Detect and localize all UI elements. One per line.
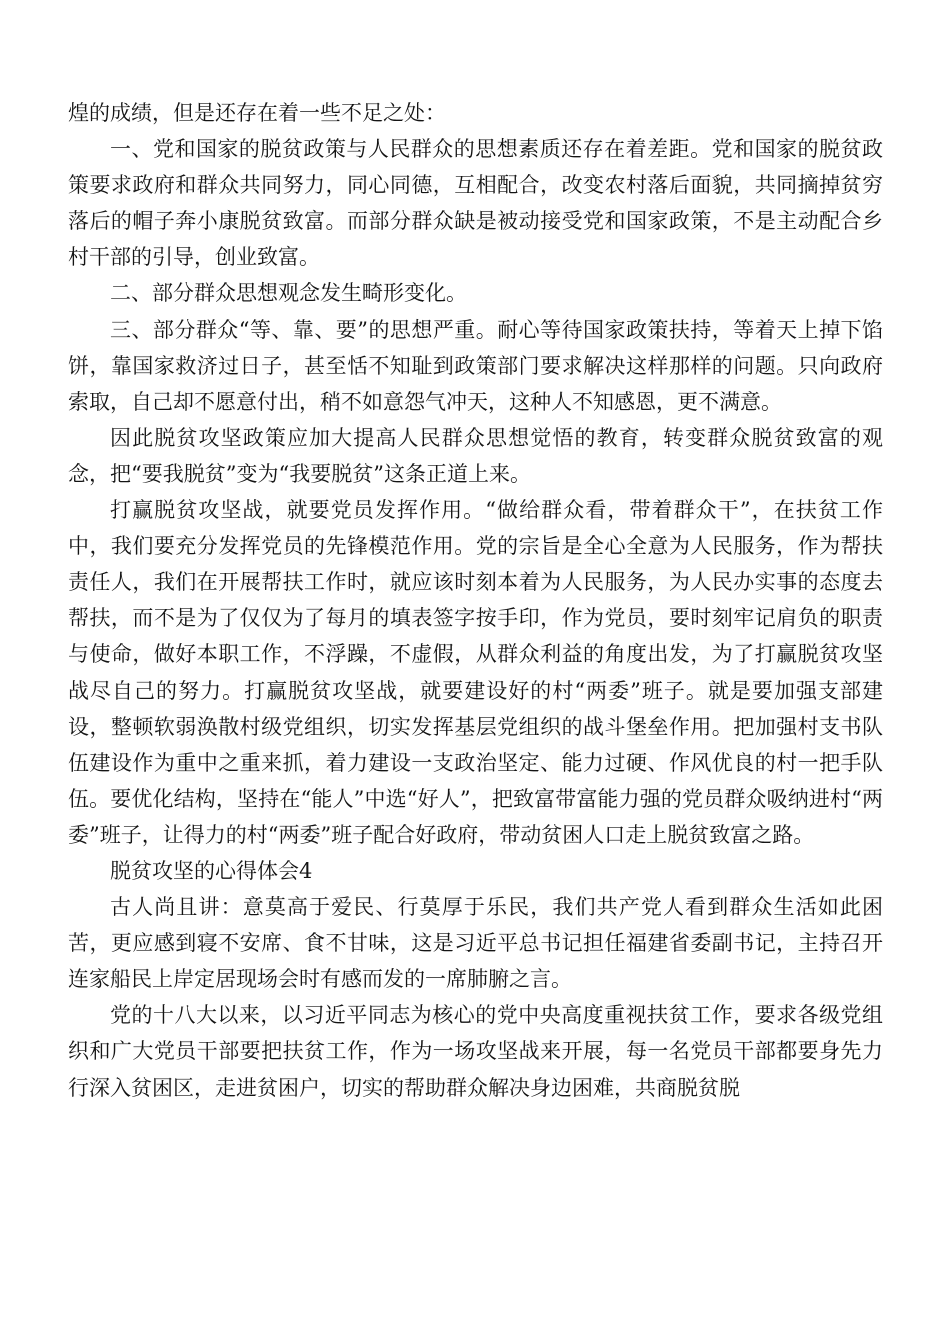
section-heading: 脱贫攻坚的心得体会4 (110, 858, 313, 883)
paragraph-point-two: 二、部分群众思想观念发生畸形变化。 (110, 281, 467, 306)
document-body (68, 95, 883, 1106)
paragraph-continued-text: 煌的成绩，但是还存在着一些不足之处： (68, 101, 446, 125)
paragraph-conclusion: 因此脱贫攻坚政策应加大提高人民群众思想觉悟的教育，转变群众脱贫致富的观念，把“要我脱贫”变为“我要脱贫”这条正道上来。 (68, 425, 883, 486)
paragraph-eighteenth-congress: 党的十八大以来，以习近平同志为核心的党中央高度重视扶贫工作，要求各级党组织和广大党员干部要把扶贫工作，作为一场攻坚战来开展，每一名党员干部都要身先力行深入贫困区，走进贫困户，切实的帮助群众解决身边困难，共商脱贫脱 (68, 1003, 883, 1100)
paragraph-party-members: 打赢脱贫攻坚战，就要党员发挥作用。“做给群众看，带着群众干”，在扶贫工作中，我们要充分发挥党员的先锋模范作用。党的宗旨是全心全意为人民服务，作为帮扶责任人，我们在开展帮扶工作时，就应该时刻本着为人民服务，为人民办实事的态度去帮扶，而不是为了仅仅为了每月的填表签字按手印，作为党员，要时刻牢记肩负的职责与使命，做好本职工作，不浮躁，不虚假，从群众利益的角度出发，为了打赢脱贫攻坚战尽自己的努力。打赢脱贫攻坚战，就要建设好的村“两委”班子。就是要加强支部建设，整顿软弱涣散村级党组织，切实发挥基层党组织的战斗堡垒作用。把加强村支书队伍建设作为重中之重来抓，着力建设一支政治坚定、能力过硬、作风优良的村一把手队伍。要优化结构，坚持在“能人”中选“好人”，把致富带富能力强的党员群众吸纳进村“两委”班子，让得力的村“两委”班子配合好政府，带动贫困人口走上脱贫致富之路。 (68, 498, 883, 847)
paragraph-ancient-quote: 古人尚且讲：意莫高于爱民、行莫厚于乐民，我们共产党人看到群众生活如此困苦，更应感到寝不安席、食不甘味，这是习近平总书记担任福建省委副书记，主持召开连家船民上岸定居现场会时有感而发的一席肺腑之言。 (68, 895, 883, 992)
paragraph-point-three: 三、部分群众“等、靠、要”的思想严重。耐心等待国家政策扶持，等着天上掉下馅饼，靠国家救济过日子，甚至恬不知耻到政策部门要求解决这样那样的问题。只向政府索取，自己却不愿意付出，稍不如意怨气冲天，这种人不知感恩，更不满意。 (68, 317, 883, 414)
paragraph-point-one: 一、党和国家的脱贫政策与人民群众的思想素质还存在着差距。党和国家的脱贫政策要求政府和群众共同努力，同心同德，互相配合，改变农村落后面貌，共同摘掉贫穷落后的帽子奔小康脱贫致富。而部分群众缺是被动接受党和国家政策，不是主动配合乡村干部的引导，创业致富。 (68, 137, 883, 270)
